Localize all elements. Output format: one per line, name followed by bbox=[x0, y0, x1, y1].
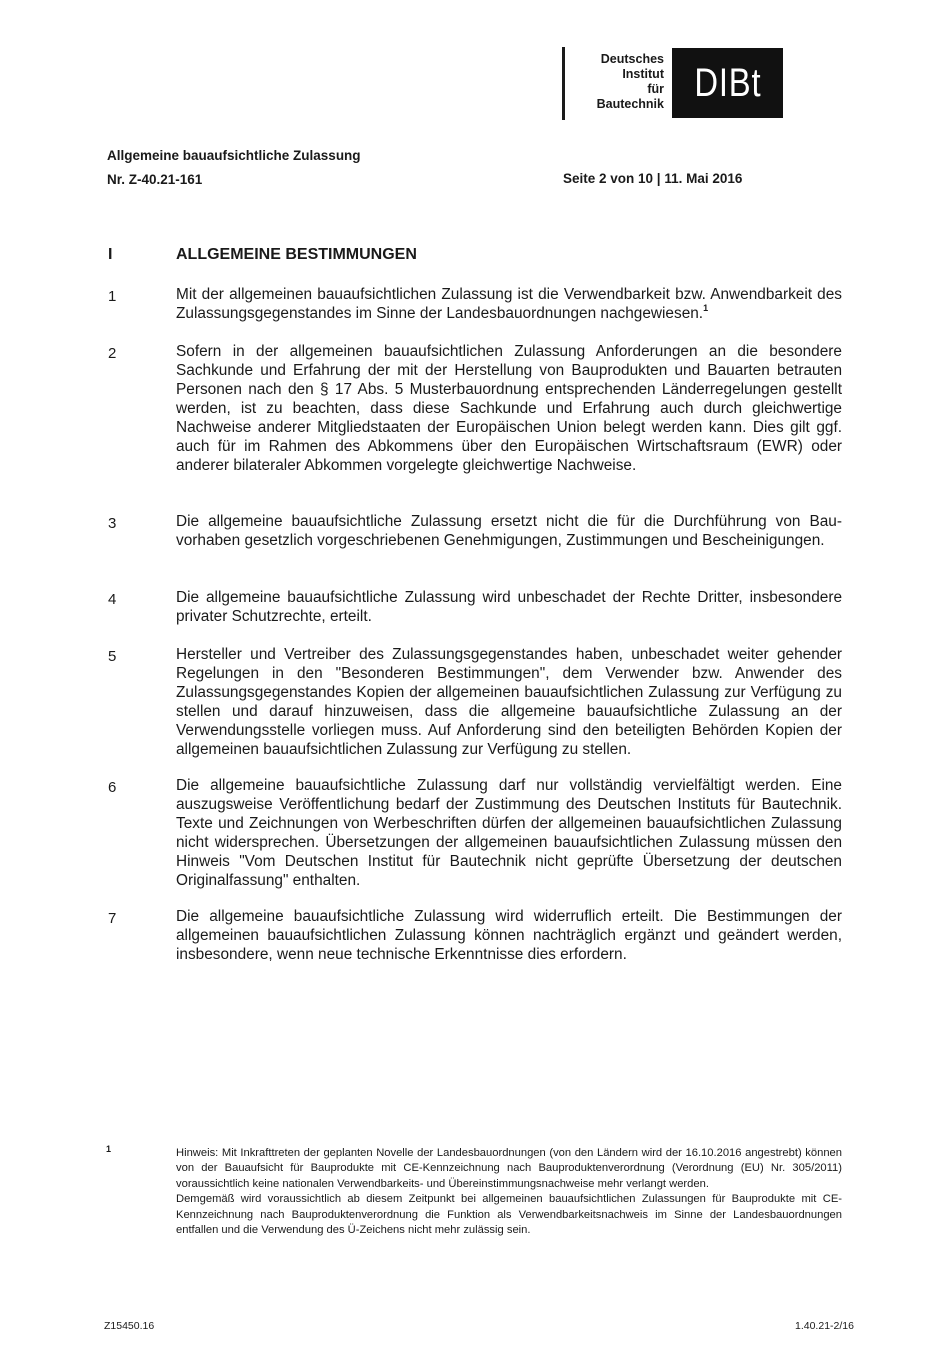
paragraph-text: Die allgemeine bauaufsichtliche Zulassung ersetzt nicht die für die Durchführung von Bauvorhaben gesetzlich vorgeschriebenen Genehmigungen, Zustimmungen und Bescheinigungen. bbox=[176, 513, 842, 549]
footnote-reference: 1 bbox=[703, 303, 709, 313]
footnote-mark: 1 bbox=[106, 1144, 112, 1154]
paragraph-body: Mit der allgemeinen bauaufsichtlichen Zulassung ist die Verwendbarkeit bzw. Anwendbarkeit des Zulassungsgegenstandes im Sinne der Landesbauordnungen nachgewiesen. bbox=[176, 286, 842, 322]
document-title: Allgemeine bauaufsichtliche Zulassung bbox=[107, 148, 361, 163]
paragraph-number: 3 bbox=[108, 515, 117, 532]
paragraph-text: Die allgemeine bauaufsichtliche Zulassung wird unbeschadet der Rechte Dritter, insbesondere privater Schutzrechte, erteilt. bbox=[176, 589, 842, 625]
institute-name-line-2: Institut bbox=[622, 67, 664, 81]
institute-name-line-1: Deutsches bbox=[600, 52, 664, 66]
footnote bbox=[176, 1146, 842, 1238]
page-info: Seite 2 von 10 | 11. Mai 2016 bbox=[563, 171, 743, 186]
footnote-paragraph: Demgemäß wird voraussichtlich ab diesem Zeitpunkt bei allgemeinen bauaufsichtlichen Zulassungen für Bauprodukte mit CE-Kennzeichnung nach Bauproduktenverordnung die Funktion als Verwendbarkeitsnachweis im Sinne der Landesbauordnungen entfallen und die Verwendung des Ü-Zeichens nicht mehr zulässig sein. bbox=[176, 1193, 842, 1237]
paragraph-number: 1 bbox=[108, 288, 117, 305]
institute-name-line-4: Bautechnik bbox=[596, 97, 664, 111]
paragraph-number: 7 bbox=[108, 910, 117, 927]
paragraph-text bbox=[176, 285, 842, 323]
institute-name-line-3: für bbox=[647, 82, 664, 96]
dibt-logo bbox=[672, 48, 783, 118]
paragraph-text: Die allgemeine bauaufsichtliche Zulassung darf nur vollständig vervielfältigt werden. Eine auszugsweise Veröffentlichung bedarf der Zustimmung des Deutschen Instituts für Bautechnik. Texte und Zeichnungen von Werbeschriften dürfen der allgemeinen bauaufsichtlichen Zulassung nicht widersprechen. Übersetzungen der allgemeinen bauaufsichtlichen Zulassung müssen den Hinweis "Vom Deutschen Institut für Bautechnik nicht geprüfte Übersetzung der deutschen Originalfassung" enthalten. bbox=[176, 777, 842, 889]
footnote-paragraph: Hinweis: Mit Inkrafttreten der geplanten Novelle der Landesbauordnungen (von den Ländern wird der 16.10.2016 angestrebt) können von der Bauaufsicht für Bauprodukte mit CE-Kennzeichnung nach Bauproduktenverordnung (Verordnung (EU) Nr. 305/2011) voraussichtlich keine nationalen Verwendbarkeits- und Übereinstimmungsnachweise mehr verlangt werden. bbox=[176, 1147, 842, 1190]
paragraph-number: 4 bbox=[108, 591, 117, 608]
paragraph-number: 2 bbox=[108, 345, 117, 362]
dibt-logo-mark: DIBt bbox=[693, 61, 762, 105]
form-number: 1.40.21-2/16 bbox=[795, 1320, 854, 1332]
section-number: I bbox=[108, 246, 113, 263]
paragraph-text: Sofern in der allgemeinen bauaufsichtlichen Zulassung Anforderungen an die besondere Sachkunde und Erfahrung der mit der Herstellung von Bauprodukten und Bauarten betrauten Personen nach den § 17 Abs. 5 Musterbauordnung entsprechenden Länderregelungen gestellt werden, ist zu beachten, dass diese Sachkunde und Erfahrung auch durch gleichwertige Nachweise anderer Mitgliedstaaten der Europäischen Union belegt werden kann. Dies gilt ggf. auch für im Rahmen des Abkommens über den Europäischen Wirtschaftsraum (EWR) oder anderer bilateraler Abkommen vorgelegte gleichwertige Nachweise. bbox=[176, 343, 842, 474]
institute-name bbox=[572, 52, 664, 112]
paragraph-text: Die allgemeine bauaufsichtliche Zulassung wird widerruflich erteilt. Die Bestimmungen der allgemeinen bauaufsichtlichen Zulassung können nachträglich ergänzt und geändert werden, insbesondere, wenn neue technische Erkenntnisse dies erfordern. bbox=[176, 908, 842, 963]
paragraph-text: Hersteller und Vertreiber des Zulassungsgegenstandes haben, unbeschadet weiter gehender Regelungen in den "Besonderen Bestimmungen", dem Verwender bzw. Anwender des Zulassungsgegenstandes Kopien der allgemeinen bauaufsichtlichen Zulassung zur Verfügung zu stellen und darauf hinzuweisen, dass die allgemeine bauaufsichtliche Zulassung an der Verwendungsstelle vorliegen muss. Auf Anforderung sind den beteiligten Behörden Kopien der allgemeinen bauaufsichtlichen Zulassung zur Verfügung zu stellen. bbox=[176, 646, 842, 758]
logo-divider bbox=[562, 47, 565, 120]
paragraph-number: 6 bbox=[108, 779, 117, 796]
paragraph-number: 5 bbox=[108, 648, 117, 665]
document-id: Z15450.16 bbox=[104, 1320, 155, 1332]
section-title: ALLGEMEINE BESTIMMUNGEN bbox=[176, 246, 417, 263]
approval-number: Nr. Z-40.21-161 bbox=[107, 172, 203, 187]
